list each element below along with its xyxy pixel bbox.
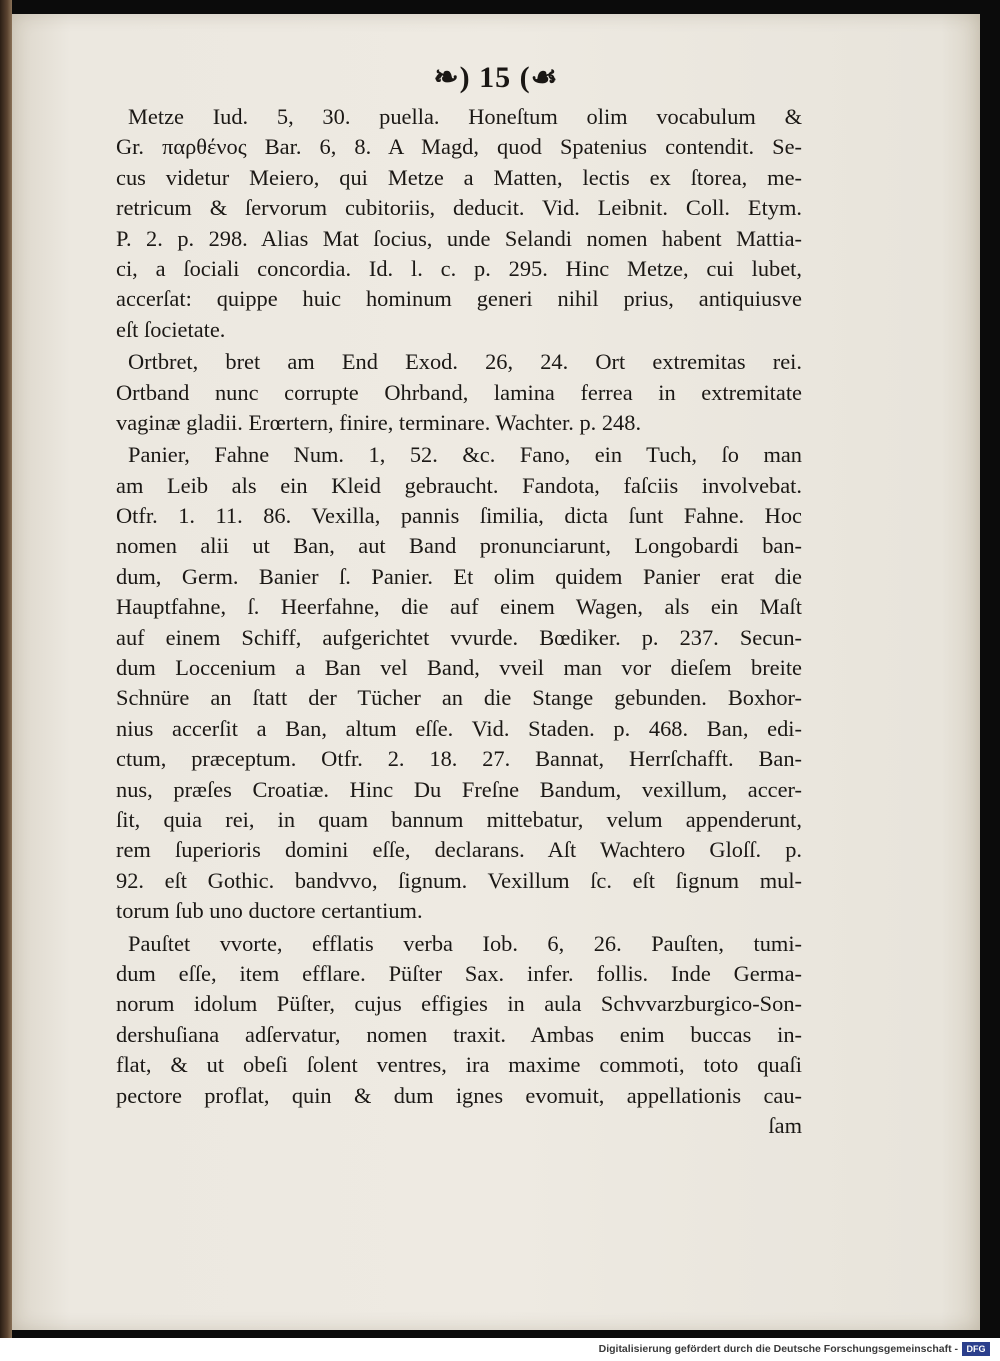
text-block	[116, 102, 802, 1141]
paragraph-paustet	[116, 929, 802, 1142]
book-edge	[0, 0, 12, 1338]
page-header: ❧) 15 (☙	[433, 61, 559, 94]
text-line: dershuſiana adſervatur, nomen traxit. Ambas enim buccas in-	[116, 1021, 802, 1047]
footer-credit: Digitalisierung gefördert durch die Deutsche Forschungsgemeinschaft -	[598, 1343, 958, 1355]
text-line: nius accerſit a Ban, altum eſſe. Vid. Staden. p. 468. Ban, edi-	[116, 715, 802, 741]
paragraph-ortbret	[116, 347, 802, 438]
text-line: Ortband nunc corrupte Ohrband, lamina ferrea in extremitate	[116, 379, 802, 405]
text-line: Otfr. 1. 11. 86. Vexilla, pannis ſimilia, dicta ſunt Fahne. Hoc	[116, 503, 802, 529]
text-line: flat, & ut obeſi ſolent ventres, ira maxime commoti, toto quaſi	[116, 1052, 802, 1078]
text-line: torum ſub uno ductore certantium.	[116, 898, 423, 924]
text-line: ctum, præceptum. Otfr. 2. 18. 27. Bannat, Herrſchafft. Ban-	[116, 746, 802, 772]
text-line: cus videtur Meiero, qui Metze a Matten, lectis ex ſtorea, me-	[116, 164, 802, 190]
text-line: norum idolum Püſter, cujus effigies in aula Schvvarzburgico-Son-	[116, 991, 802, 1017]
text-line: dum Loccenium a Ban vel Band, vveil man vor dieſem breite	[116, 655, 802, 681]
text-line: auf einem Schiff, aufgerichtet vvurde. Bœdiker. p. 237. Secun-	[116, 624, 802, 650]
text-line: P. 2. p. 298. Alias Mat ſocius, unde Selandi nomen habent Mattia-	[116, 225, 802, 251]
text-line: Hauptfahne, ſ. Heerfahne, die auf einem Wagen, als ein Maſt	[116, 594, 802, 620]
text-line: Metze Iud. 5, 30. puella. Honeſtum olim vocabulum &	[128, 104, 802, 129]
catchword: ſam	[768, 1112, 802, 1138]
paragraph-panier	[116, 440, 802, 926]
text-line: accerſat: quippe huic hominum generi nihil prius, antiquiusve	[116, 286, 802, 312]
text-line: nomen alii ut Ban, aut Band pronunciarunt, Longobardi ban-	[116, 533, 802, 559]
text-line: pectore proflat, quin & dum ignes evomuit, appellationis cau-	[116, 1082, 802, 1108]
text-line: Gr. παρθένος Bar. 6, 8. A Magd, quod Spatenius contendit. Se-	[116, 134, 802, 160]
text-line: 92. eſt Gothic. bandvvo, ſignum. Vexillum ſc. eſt ſignum mul-	[116, 867, 802, 893]
text-line: dum eſſe, item efflare. Püſter Sax. infer. follis. Inde Germa-	[116, 960, 802, 986]
dfg-logo-icon: DFG	[962, 1342, 990, 1356]
text-line: retricum & ſervorum cubitoriis, deducit. Vid. Leibnit. Coll. Etym.	[116, 195, 802, 221]
footer-bar	[0, 1338, 1000, 1361]
paragraph-metze	[116, 102, 802, 345]
text-line: Panier, Fahne Num. 1, 52. &c. Fano, ein Tuch, ſo man	[128, 442, 802, 468]
text-line: rem ſuperioris domini eſſe, declarans. Aſt Wachtero Gloſſ. p.	[116, 837, 802, 863]
text-line: vaginæ gladii. Erœrtern, finire, terminare. Wachter. p. 248.	[116, 409, 642, 435]
text-line: nus, præſes Croatiæ. Hinc Du Freſne Bandum, vexillum, accer-	[116, 776, 802, 802]
text-line: ci, a ſociali concordia. Id. l. c. p. 295. Hinc Metze, cui lubet,	[116, 255, 802, 281]
text-line: Pauſtet vvorte, efflatis verba Iob. 6, 26. Pauſten, tumi-	[128, 930, 802, 956]
book-page	[12, 14, 980, 1330]
text-line: am Leib als ein Kleid gebraucht. Fandota, faſciis involvebat.	[116, 472, 802, 498]
text-line: dum, Germ. Banier ſ. Panier. Et olim quidem Panier erat die	[116, 563, 802, 589]
text-line: Schnüre an ſtatt der Tücher an die Stange gebunden. Boxhor-	[116, 685, 802, 711]
text-line: eſt ſocietate.	[116, 316, 226, 342]
text-line: ſit, quia rei, in quam bannum mittebatur, velum appenderunt,	[116, 806, 802, 832]
text-line: Ortbret, bret am End Exod. 26, 24. Ort extremitas rei.	[128, 349, 802, 375]
